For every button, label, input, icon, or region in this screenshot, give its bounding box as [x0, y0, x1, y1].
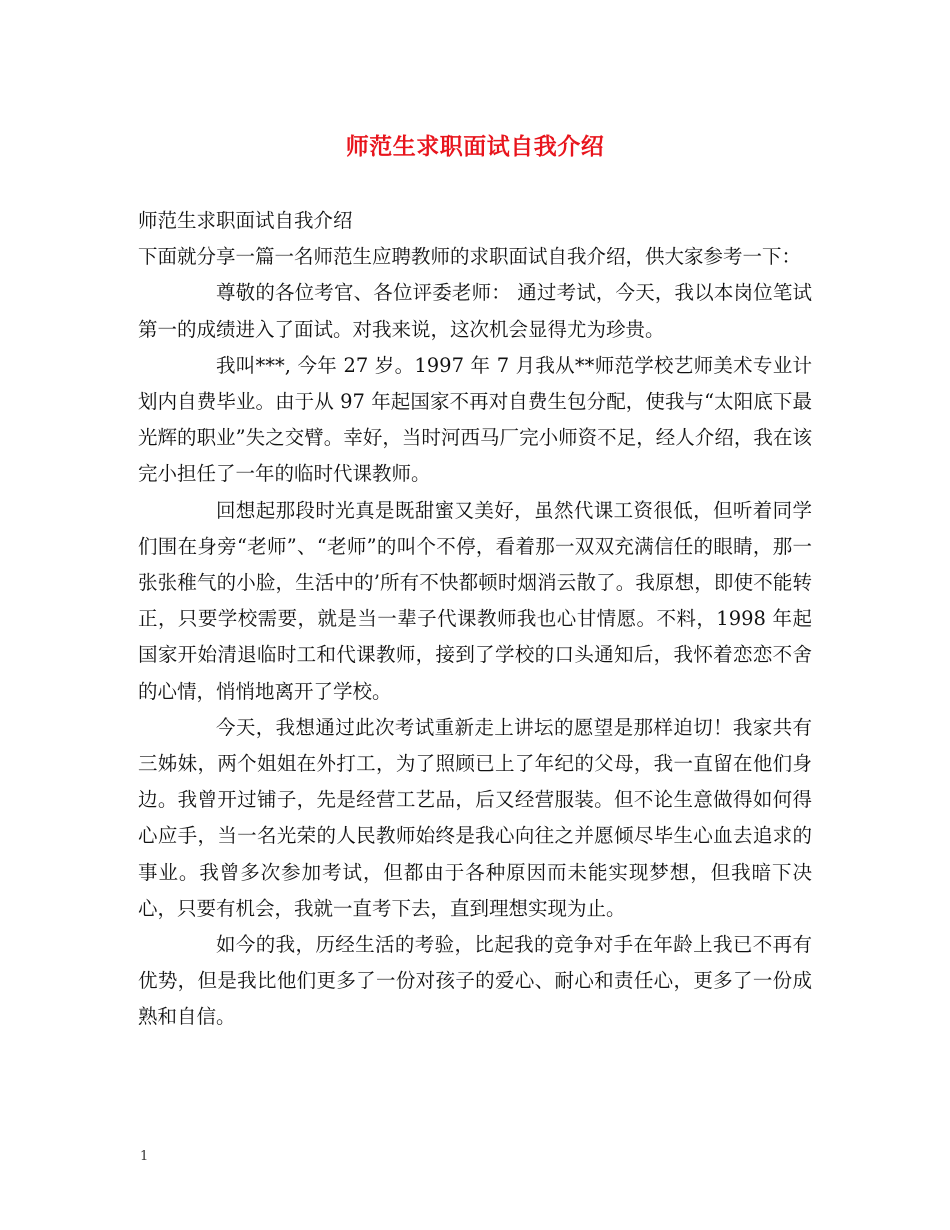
document-body: [138, 203, 812, 1036]
greeting-paragraph: 尊敬的各位考官、各位评委老师： 通过考试，今天，我以本岗位笔试第一的成绩进入了面试。对我来说，这次机会显得尤为珍贵。: [138, 281, 812, 341]
aspiration-paragraph: 今天，我想通过此次考试重新走上讲坛的愿望是那样迫切！我家共有三姊妹，两个姐姐在外打工，为了照顾已上了年纪的父母，我一直留在他们身边。我曾开过铺子，先是经营工艺品，后又经营服装。但不论生意做得如何得心应手，当一名光荣的人民教师始终是我心向往之并愿倾尽毕生心血去追求的事业。我曾多次参加考试，但都由于各种原因而未能实现梦想，但我暗下决心，只要有机会，我就一直考下去，直到理想实现为止。: [138, 715, 812, 920]
document-title: 师范生求职面试自我介绍: [345, 133, 605, 160]
memory-paragraph: 回想起那段时光真是既甜蜜又美好，虽然代课工资很低，但听着同学们围在身旁“老师”、“老师”的叫个不停，看着那一双双充满信任的眼睛，那一张张稚气的小脸，生活中的’所有不快都顿时烟消云散了。我原想，即使不能转正，只要学校需要，就是当一辈子代课教师我也心甘情愿。不料，1998 年起国家开始清退临时工和代课教师，接到了学校的口头通知后，我怀着恋恋不舍的心情，悄悄地离开了学校。: [138, 498, 812, 703]
page-number: 1: [140, 1149, 149, 1164]
closing-paragraph: 如今的我，历经生活的考验，比起我的竞争对手在年龄上我已不再有优势，但是我比他们更多了一份对孩子的爱心、耐心和责任心，更多了一份成熟和自信。: [138, 933, 812, 1029]
background-paragraph: 我叫***, 今年 27 岁。1997 年 7 月我从**师范学校艺师美术专业计划内自费毕业。由于从 97 年起国家不再对自费生包分配，使我与“太阳底下最光辉的职业”失之交臂。幸好，当时河西马厂完小师资不足，经人介绍，我在该完小担任了一年的临时代课教师。: [138, 353, 812, 486]
body-heading: 师范生求职面试自我介绍: [138, 209, 353, 232]
intro-paragraph: 下面就分享一篇一名师范生应聘教师的求职面试自我介绍，供大家参考一下：: [138, 245, 802, 269]
